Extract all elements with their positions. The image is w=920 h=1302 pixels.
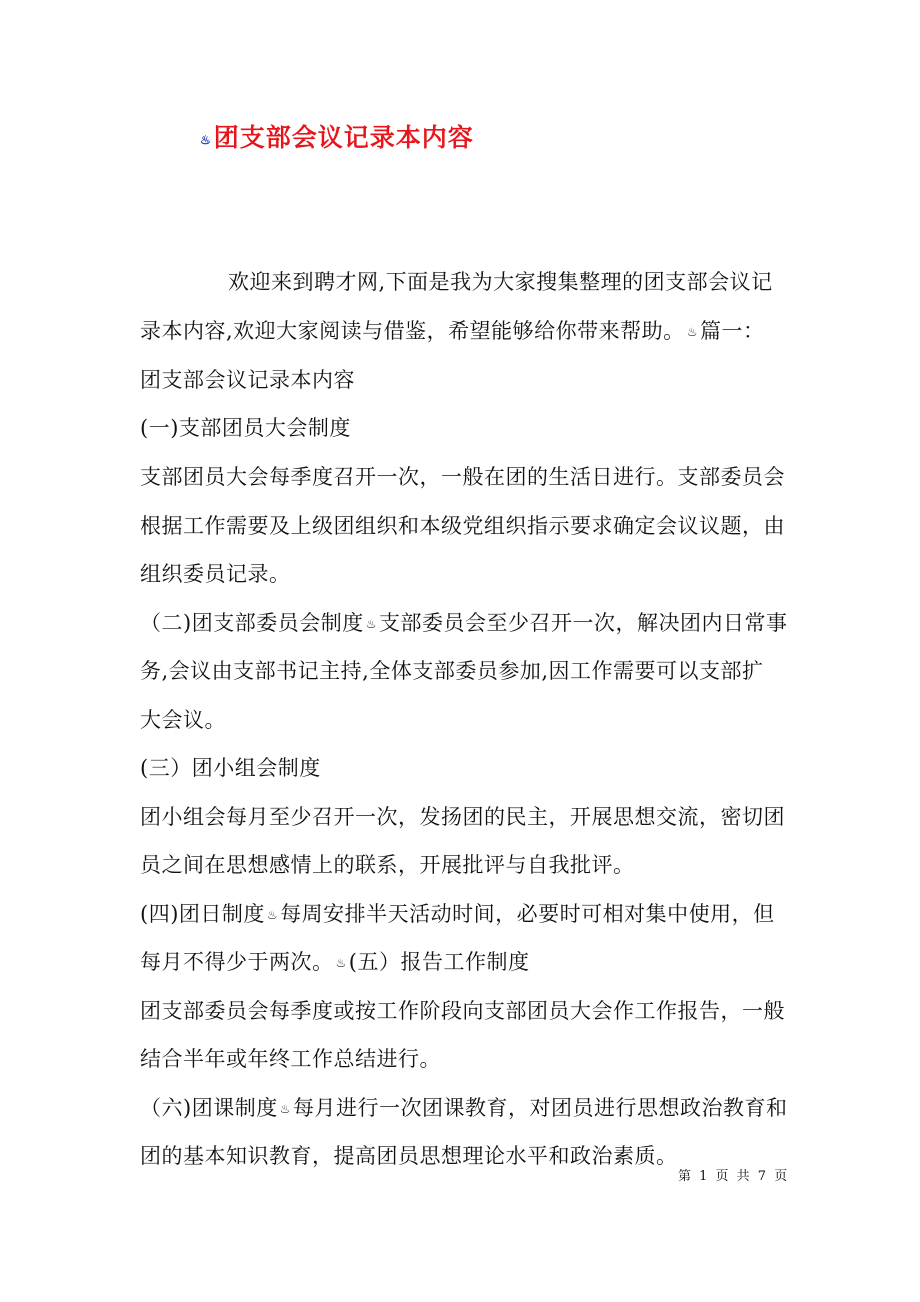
document-title [198, 118, 474, 154]
body-line: 团支部会议记录本内容 [140, 368, 355, 392]
section-heading: (一)支部团员大会制度 [140, 416, 351, 440]
marker-icon: ♨ [365, 617, 377, 631]
marker-icon: ♨ [266, 908, 279, 922]
section-heading: (四)团日制度 [140, 902, 265, 926]
body-line: 大会议。 [140, 708, 226, 732]
body-text: 每周安排半天活动时间，必要时可相对集中使用，但 [280, 902, 775, 926]
body-line: 欢迎来到聘才网,下面是我为大家搜集整理的团支部会议记 [228, 270, 773, 294]
body-line [140, 898, 775, 928]
body-text: 录本内容,欢迎大家阅读与借鉴，希望能够给你带来帮助。 [140, 319, 685, 343]
body-line [140, 315, 764, 345]
body-line [140, 607, 787, 637]
body-line: 团支部委员会每季度或按工作阶段向支部团员大会作工作报告，一般 [140, 999, 785, 1023]
section-heading: (三）团小组会制度 [140, 756, 321, 780]
page-number: 第 1 页 共 7 页 [678, 1169, 790, 1184]
marker-icon: ♨ [686, 325, 698, 339]
section-heading: （六)团课制度 [140, 1096, 278, 1120]
body-text: 篇一： [699, 319, 765, 343]
body-line: 支部团员大会每季度召开一次，一般在团的生活日进行。支部委员会 [140, 465, 785, 489]
body-line: 团小组会每月至少召开一次，发扬团的民主，开展思想交流，密切团 [140, 805, 785, 829]
body-line: 务,会议由支部书记主持,全体支部委员参加,因工作需要可以支部扩 [140, 659, 764, 683]
body-text: 每月进行一次团课教育，对团员进行思想政治教育和 [292, 1096, 788, 1120]
marker-icon: ♨ [279, 1102, 291, 1116]
section-heading: (五）报告工作制度 [348, 950, 530, 974]
bullet-marker-icon: ♨ [200, 132, 212, 147]
body-line: 员之间在思想感情上的联系，开展批评与自我批评。 [140, 853, 635, 877]
body-text: 支部委员会至少召开一次，解决团内日常事 [378, 611, 788, 635]
body-text: 每月不得少于两次。 [140, 950, 334, 974]
body-line: 根据工作需要及上级团组织和本级党组织指示要求确定会议议题，由 [140, 514, 785, 538]
body-line: 组织委员记录。 [140, 562, 291, 586]
body-line [140, 1092, 787, 1122]
section-heading: （二)团支部委员会制度 [140, 611, 364, 635]
body-line [140, 946, 529, 976]
document-title-text: 团支部会议记录本内容 [213, 123, 474, 152]
marker-icon: ♨ [335, 956, 347, 970]
body-line: 结合半年或年终工作总结进行。 [140, 1047, 441, 1071]
body-line: 团的基本知识教育，提高团员思想理论水平和政治素质。 [140, 1144, 678, 1168]
